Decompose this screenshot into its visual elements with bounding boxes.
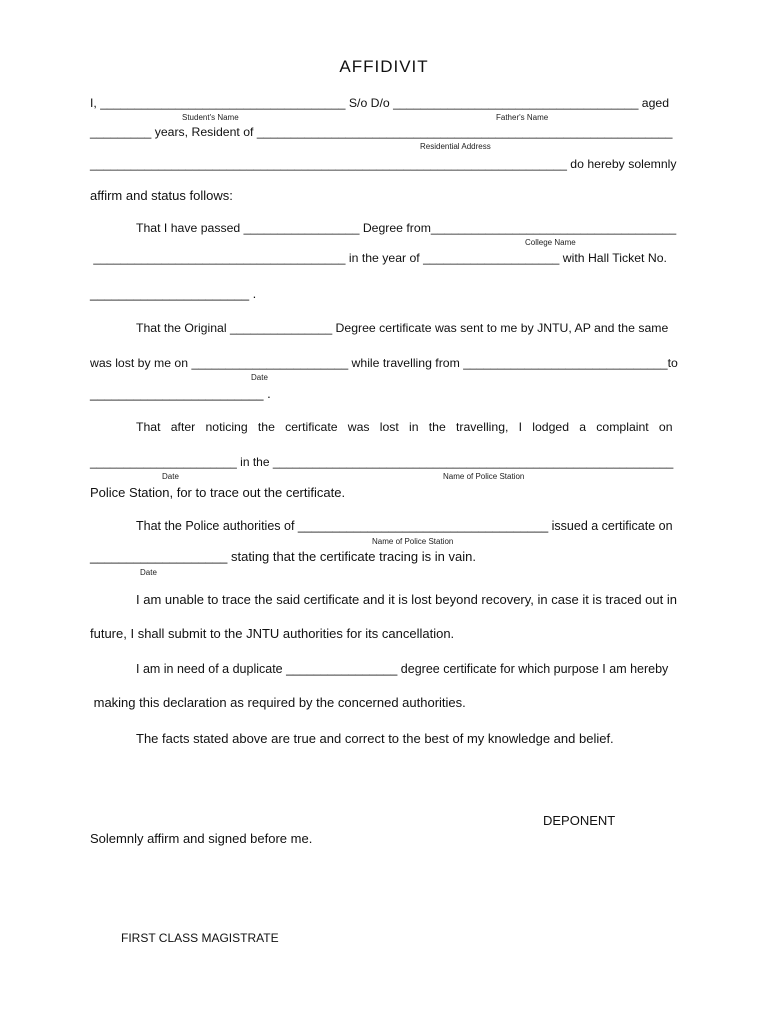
deponent-label: DEPONENT: [543, 813, 616, 828]
line-degree-from: That I have passed _________________ Degree from____________________________________: [136, 221, 677, 235]
line-age-resident: _________ years, Resident of _____________________________________________________________: [90, 125, 673, 139]
caption-police-station-complaint: Name of Police Station: [443, 472, 525, 481]
line-to-blank: ________________________ .: [90, 386, 271, 401]
line-original-certificate: That the Original _______________ Degree certificate was sent to me by JNTU, AP and the same: [136, 321, 669, 335]
caption-police-station-certificate: Name of Police Station: [372, 537, 454, 546]
caption-date-certificate: Date: [140, 568, 157, 577]
line-facts-true: The facts stated above are true and correct to the best of my knowledge and belief.: [136, 731, 614, 746]
line-address-solemnly: ______________________________________________________________________ do hereby solemnly: [90, 157, 677, 171]
caption-date-lost: Date: [251, 373, 268, 382]
line-police-station: Police Station, for to trace out the certificate.: [90, 485, 346, 500]
line-unable-to-trace: I am unable to trace the said certificate and it is lost beyond recovery, in case it is traced out in: [136, 592, 677, 607]
line-after-noticing: That after noticing the certificate was lost in the travelling, I lodged a complaint on: [136, 420, 673, 434]
line-complaint-date-station: ______________________ in the ____________________________________________________________: [90, 455, 674, 469]
line-name-father: I, ____________________________________ S/o D/o ____________________________________ aged: [90, 96, 670, 110]
caption-residential-address: Residential Address: [420, 142, 491, 151]
solemnly-affirm-line: Solemnly affirm and signed before me.: [90, 831, 313, 846]
caption-students-name: Student's Name: [182, 113, 239, 122]
caption-date-complaint: Date: [162, 472, 179, 481]
document-title: AFFIDIVIT: [339, 57, 429, 76]
magistrate-label: FIRST CLASS MAGISTRATE: [121, 931, 279, 945]
line-lost-travelling: was lost by me on _______________________ while travelling from ______________________________to: [90, 356, 678, 370]
line-affirm: affirm and status follows:: [90, 188, 233, 203]
line-police-authorities: That the Police authorities of ____________________________________ issued a certificate on: [136, 519, 673, 533]
line-tracing-vain: ___________________ stating that the certificate tracing is in vain.: [90, 549, 476, 564]
line-duplicate-needed: I am in need of a duplicate ________________ degree certificate for which purpose I am hereby: [136, 662, 669, 676]
line-future-cancellation: future, I shall submit to the JNTU authorities for its cancellation.: [90, 626, 455, 641]
line-hallticket-blank: ______________________ .: [90, 286, 257, 301]
line-year-hallticket: _____________________________________ in the year of ____________________ with Hall Ticket No.: [90, 251, 667, 265]
caption-college-name: College Name: [525, 238, 576, 247]
line-declaration: making this declaration as required by the concerned authorities.: [90, 695, 466, 710]
caption-fathers-name: Father's Name: [496, 113, 549, 122]
